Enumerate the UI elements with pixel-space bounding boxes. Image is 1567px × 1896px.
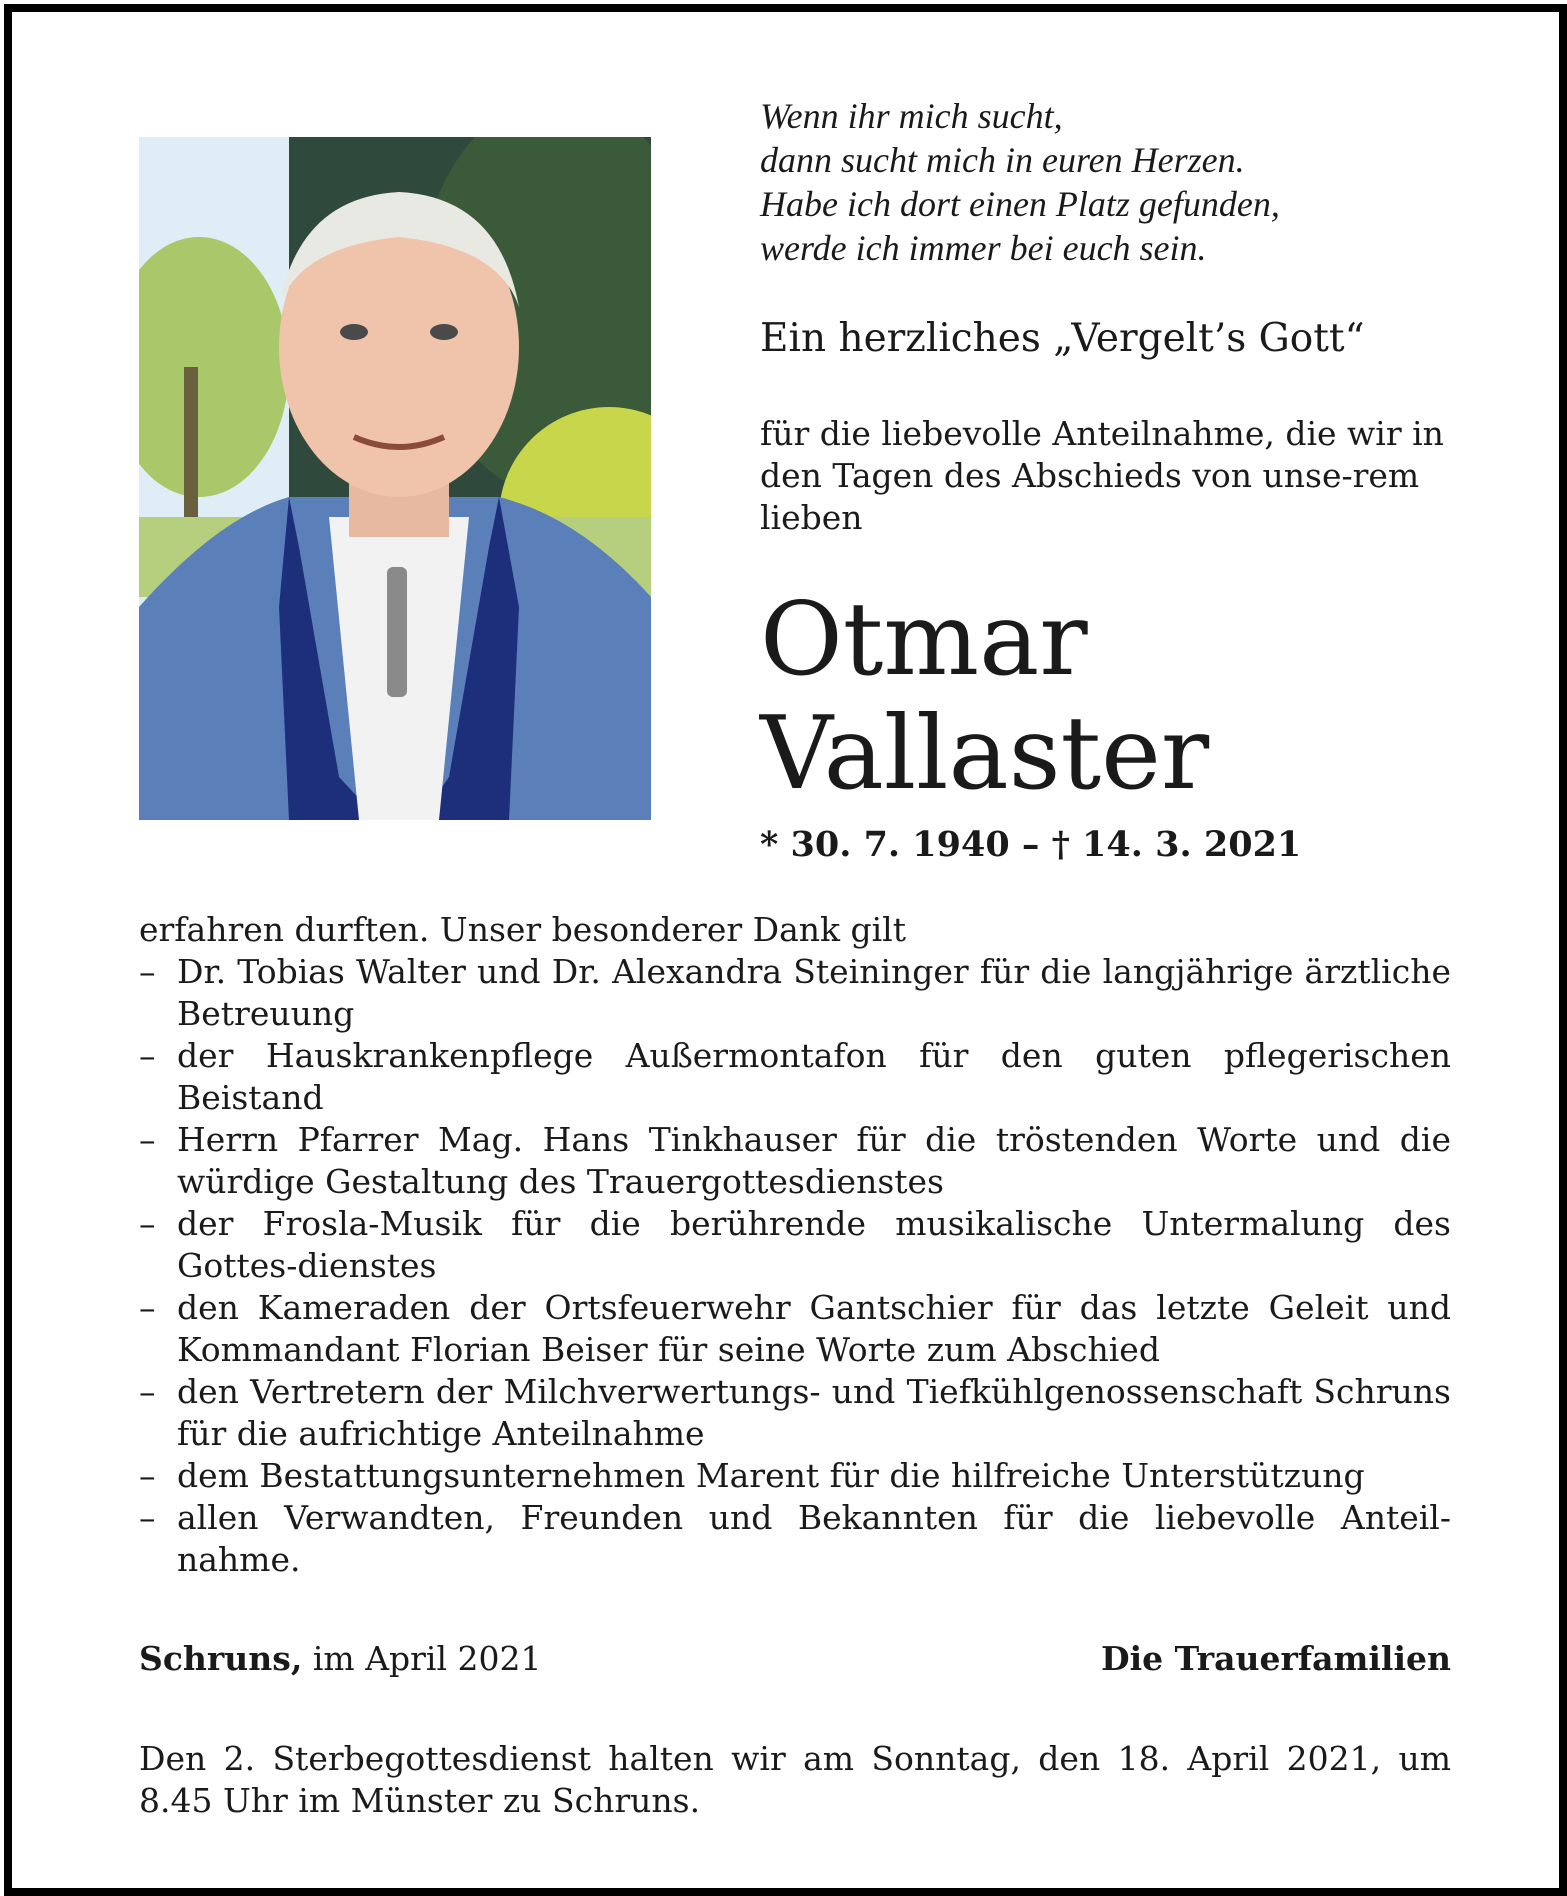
poem <box>760 94 1460 270</box>
date: im April 2021 <box>312 1639 542 1678</box>
signature: Die Trauerfamilien <box>1100 1639 1451 1678</box>
person-name <box>760 582 1209 810</box>
poem-line: werde ich immer bei euch sein. <box>760 228 1207 268</box>
poem-line: Habe ich dort einen Platz gefunden, <box>760 184 1280 224</box>
portrait-illustration <box>139 137 651 820</box>
place: Schruns, <box>139 1639 303 1678</box>
poem-line: dann sucht mich in euren Herzen. <box>760 140 1245 180</box>
intro-text: für die liebevolle Anteilnahme, die wir in den Tagen des Abschieds von unse-rem lieben <box>760 414 1444 537</box>
place-date <box>139 1639 542 1678</box>
footer <box>139 1639 1451 1678</box>
first-name: Otmar <box>760 580 1088 698</box>
list-item: – Herrn Pfarrer Mag. Hans Tinkhauser für die tröstenden Worte und die würdige Gestaltung des Trauergottesdienstes <box>139 1119 1451 1203</box>
list-item: – der Frosla-Musik für die berührende musikalische Untermalung des Gottes-dienstes <box>139 1203 1451 1287</box>
list-item: – Dr. Tobias Walter und Dr. Alexandra Steininger für die langjährige ärztliche Betreuung <box>139 951 1451 1035</box>
service-notice: Den 2. Sterbegottesdienst halten wir am Sonntag, den 18. April 2021, um 8.45 Uhr im Münster zu Schruns. <box>139 1739 1451 1820</box>
portrait-photo <box>139 137 651 820</box>
obituary-card <box>4 4 1567 1896</box>
list-item: – den Vertretern der Milchverwertungs- und Tiefkühlgenossenschaft Schruns für die aufrichtige Anteilnahme <box>139 1371 1451 1455</box>
lead-text: erfahren durften. Unser besonderer Dank gilt <box>139 910 906 949</box>
list-item: – den Kameraden der Ortsfeuerwehr Gantschier für das letzte Geleit und Kommandant Florian Beiser für seine Worte zum Abschied <box>139 1287 1451 1371</box>
list-item: – der Hauskrankenpflege Außermontafon für den guten pflegerischen Beistand <box>139 1035 1451 1119</box>
list-item: – allen Verwandten, Freunden und Bekannten für die liebevolle Anteil-nahme. <box>139 1497 1451 1581</box>
last-name: Vallaster <box>760 694 1210 812</box>
life-dates: * 30. 7. 1940 – † 14. 3. 2021 <box>760 824 1302 865</box>
thanks-body <box>139 909 1451 1581</box>
thanks-heading: Ein herzliches „Vergelt’s Gott“ <box>760 316 1365 361</box>
list-item: – dem Bestattungsunternehmen Marent für die hilfreiche Unterstützung <box>139 1455 1451 1497</box>
poem-line: Wenn ihr mich sucht, <box>760 96 1063 136</box>
thanks-list <box>139 951 1451 1581</box>
